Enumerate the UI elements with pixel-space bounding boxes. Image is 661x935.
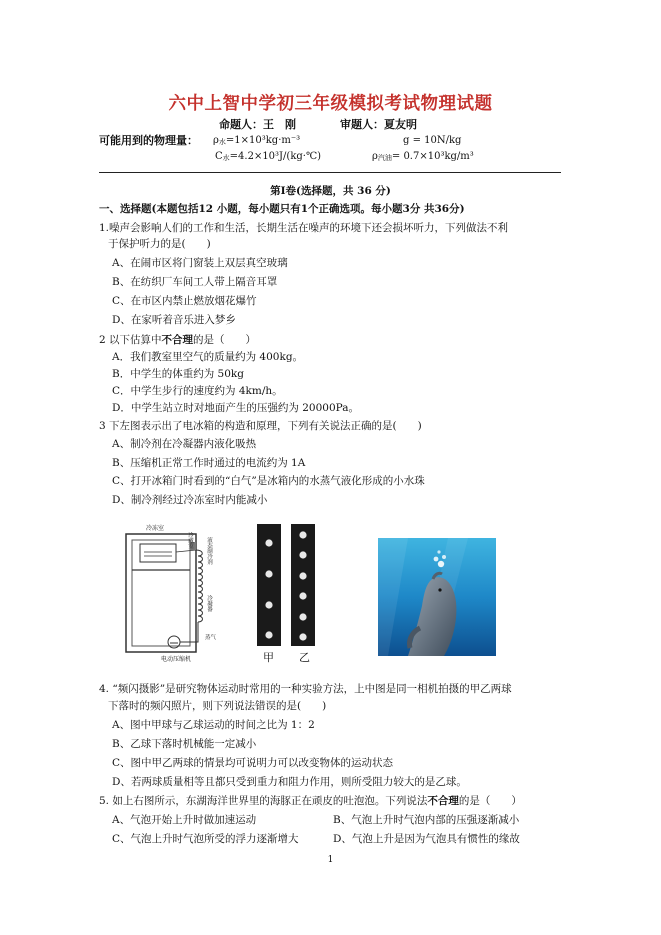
q3-stem: 3 下左图表示出了电冰箱的构造和原理，下列有关说法正确的是( ) xyxy=(99,420,422,432)
q2-option-a: A．我们教室里空气的质量约为 400kg。 xyxy=(112,351,304,363)
q4-option-b: B、乙球下落时机械能一定减小 xyxy=(112,738,257,750)
section-title: 第Ⅰ卷(选择题，共 36 分) xyxy=(270,185,391,197)
q4-option-d: D、若两球质量相等且都只受到重力和阻力作用，则所受阻力较大的是乙球。 xyxy=(112,776,467,788)
q5-option-a: A、气泡开始上升时做加速运动 xyxy=(112,814,257,826)
fridge-label-freezer: 冷冻室 xyxy=(146,525,165,532)
strip-label-yi: 乙 xyxy=(299,651,310,664)
exam-title: 六中上智中学初三年级模拟考试物理试题 xyxy=(168,94,493,114)
q5-stem: 5. 如上右图所示，东湖海洋世界里的海豚正在顽皮的吐泡泡。下列说法不合理的是（ ） xyxy=(99,795,522,807)
constant-rho-gasoline: ρ汽油= 0.7×10³kg/m³ xyxy=(372,151,474,162)
constant-g: g = 10N/kg xyxy=(403,135,462,146)
q2-option-b: B．中学生的体重约为 50kg xyxy=(112,368,244,380)
q4-option-a: A、图中甲球与乙球运动的时间之比为 1：2 xyxy=(112,719,315,731)
q5-option-b: B、气泡上升时气泡内部的压强逐渐减小 xyxy=(333,814,520,826)
q4-stem-line2: 下落时的频闪照片，则下列说法错误的是( ) xyxy=(108,700,327,712)
q3-option-a: A、制冷剂在冷凝器内液化吸热 xyxy=(112,438,257,450)
q4-stem-line1: 4. “频闪摄影”是研究物体运动时常用的一种实验方法，上中图是同一相机拍摄的甲乙两球 xyxy=(99,683,512,695)
refrigerator-diagram xyxy=(118,522,238,667)
q5-option-d: D、气泡上升是因为气泡具有惯性的缘故 xyxy=(333,833,520,845)
q2-option-c: C．中学生步行的速度约为 4km/h。 xyxy=(112,385,283,397)
constant-c-water: C水=4.2×10³J/(kg·℃) xyxy=(215,151,322,162)
q1-option-a: A、在闹市区将门窗装上双层真空玻璃 xyxy=(112,257,288,269)
constants-label: 可能用到的物理量： xyxy=(99,134,198,147)
q3-option-d: D、制冷剂经过冷冻室时内能减小 xyxy=(112,494,268,506)
fridge-label-pipe: 液态制冷剂 xyxy=(206,537,212,565)
page-number: 1 xyxy=(327,855,334,865)
q1-stem-line2: 于保护听力的是( ) xyxy=(108,238,211,250)
constant-rho-water: ρ水=1×10³kg·m⁻³ xyxy=(213,135,301,146)
fridge-label-vapor: 蒸气 xyxy=(205,635,217,641)
q1-stem-line1: 1.噪声会影响人们的工作和生活，长期生活在噪声的环境下还会损坏听力，下列做法不利 xyxy=(99,222,509,234)
q4-option-c: C、图中甲乙两球的情景均可说明力可以改变物体的运动状态 xyxy=(112,757,394,769)
reviewer-label: 审题人：夏友明 xyxy=(340,118,417,131)
strip-label-jia: 甲 xyxy=(263,651,274,664)
dolphin-bubble-photo xyxy=(378,538,496,656)
q1-option-c: C、在市区内禁止燃放烟花爆竹 xyxy=(112,295,257,307)
q3-option-c: C、打开冰箱门时看到的“白气”是冰箱内的水蒸气液化形成的小水珠 xyxy=(112,475,425,487)
q3-option-b: B、压缩机正常工作时通过的电流约为 1A xyxy=(112,457,306,469)
q1-option-d: D、在家听着音乐进入梦乡 xyxy=(112,314,236,326)
strobe-balls xyxy=(257,524,315,646)
q2-stem: 2 以下估算中不合理的是（ ） xyxy=(99,334,257,346)
fridge-label-condenser: 冷凝器 xyxy=(206,595,212,612)
q1-option-b: B、在纺织厂车间工人带上隔音耳罩 xyxy=(112,276,278,288)
header-divider xyxy=(99,172,561,173)
section-instructions: 一、选择题(本题包括12 小题，每小题只有1个正确选项。每小题3分 共36分) xyxy=(99,203,465,215)
q2-option-d: D．中学生站立时对地面产生的压强约为 20000Pa。 xyxy=(112,402,360,414)
author-label: 命题人：王 刚 xyxy=(219,118,296,131)
q5-option-c: C、气泡上升时气泡所受的浮力逐渐增大 xyxy=(112,833,299,845)
fridge-label-compressor: 电动压缩机 xyxy=(161,656,192,663)
fridge-label-cold: 冷藏室 xyxy=(187,532,193,549)
